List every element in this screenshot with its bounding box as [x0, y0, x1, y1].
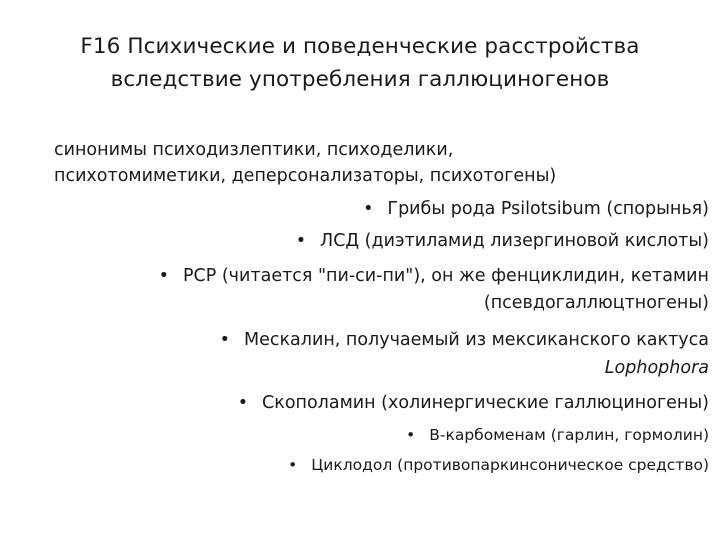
list-item-cyclodol: [288, 453, 709, 477]
bullet-icon: •: [237, 393, 249, 413]
list-item-text: Грибы рода Psilotsibum (спорынья): [387, 199, 709, 219]
list-item-text: Циклодол (противопаркинсоническое средство): [311, 456, 709, 474]
list-item-psilocybin: [363, 196, 709, 222]
bullet-icon: •: [288, 456, 298, 474]
list-item-text: PCP (читается "пи-си-пи"), он же фенциклидин, кетамин: [182, 266, 709, 286]
list-item-lsd: [296, 228, 709, 254]
list-item-mescaline: [220, 327, 709, 353]
list-item-b-carbomenam: [406, 423, 709, 447]
list-item-text: ЛСД (диэтиламид лизергиновой кислоты): [320, 231, 709, 251]
list-item-pcp: [159, 263, 709, 289]
list-item-mescaline-continuation: Lophophora: [604, 358, 709, 378]
synonyms-line-1: синонимы психодизлептики, психоделики,: [54, 140, 454, 160]
synonyms-line-2: психотомиметики, деперсонализаторы, психотогены): [54, 166, 557, 186]
list-item-scopolamine: [238, 390, 709, 416]
bullet-icon: •: [406, 426, 416, 444]
slide-title-line-1: F16 Психические и поведенческие расстройства: [80, 34, 640, 59]
bullet-icon: •: [295, 231, 307, 251]
bullet-icon: •: [363, 199, 374, 219]
bullet-icon: •: [158, 266, 169, 286]
slide-title-line-2: вследствие употребления галлюциногенов: [110, 67, 610, 92]
list-item-text: Мескалин, получаемый из мексиканского кактуса: [243, 330, 709, 350]
bullet-icon: •: [219, 330, 230, 350]
list-item-text: Скополамин (холинергические галлюциногены): [262, 393, 709, 413]
list-item-text: В-карбоменам (гарлин, гормолин): [429, 426, 709, 444]
list-item-pcp-continuation: (псевдогаллюцтногены): [483, 293, 709, 313]
